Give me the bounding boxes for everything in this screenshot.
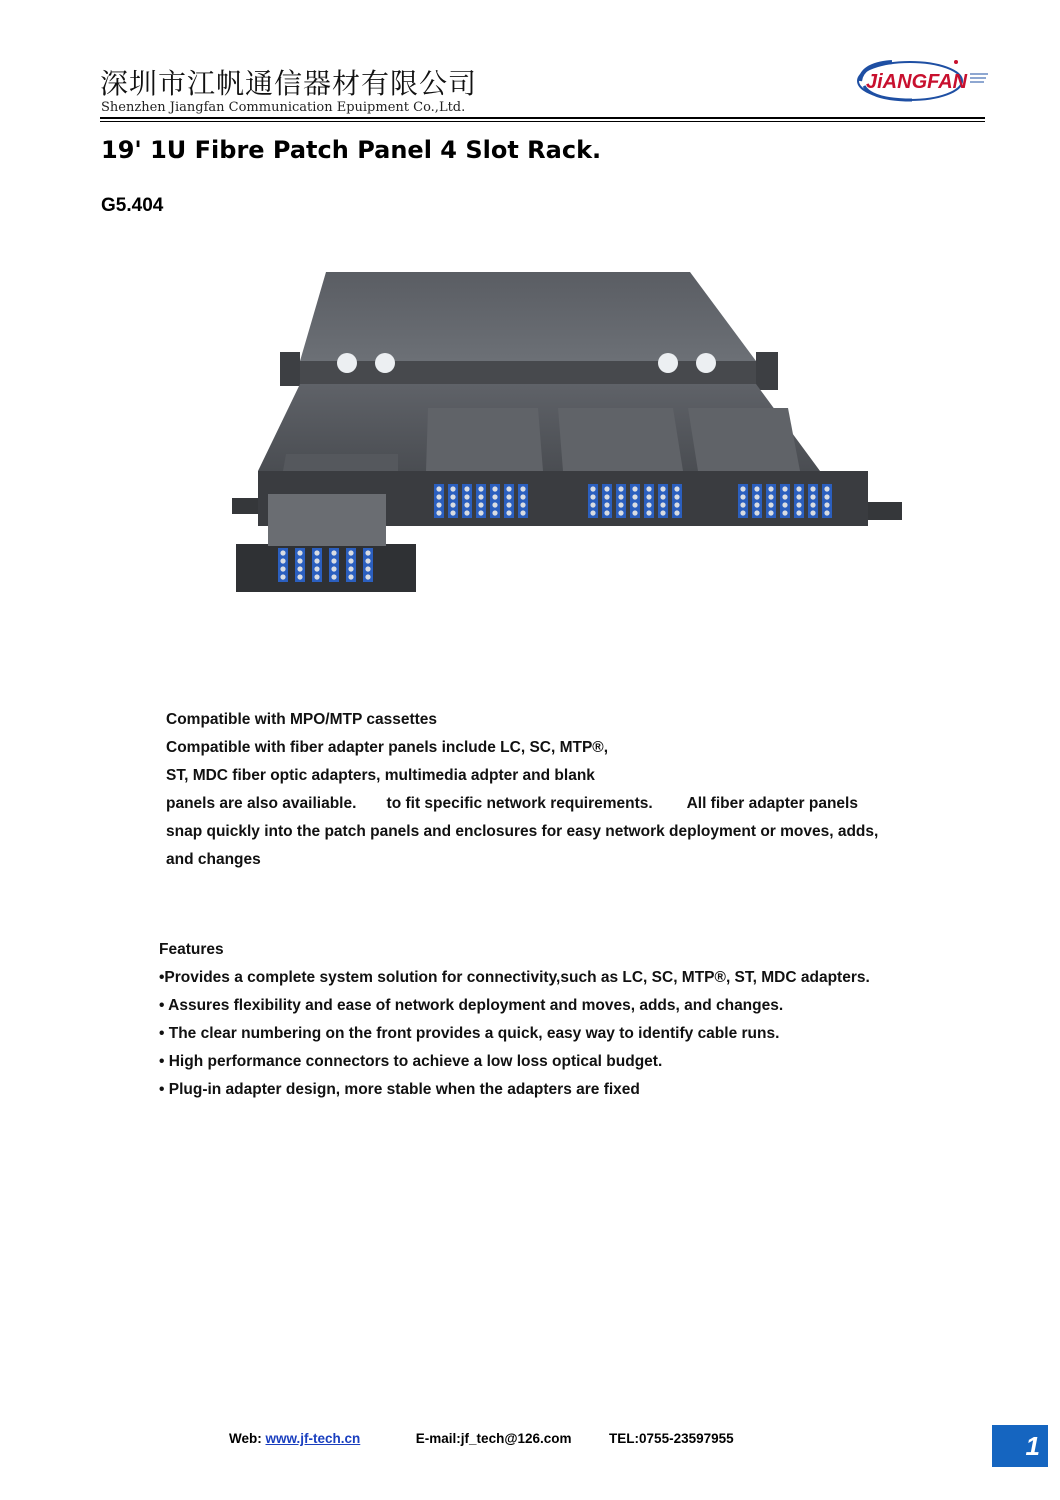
- header-divider: [100, 117, 985, 119]
- adapter-port: [280, 550, 285, 555]
- adapter-port: [754, 502, 759, 507]
- adapter-port: [810, 494, 815, 499]
- adapter-port: [348, 558, 353, 563]
- adapter-port: [464, 502, 469, 507]
- page-number-badge: 1: [992, 1425, 1048, 1467]
- adapter-port: [782, 486, 787, 491]
- logo-text: JiANGFAN: [866, 71, 968, 93]
- description-line: panels are also availiable. to fit specific network requirements. All fiber adapter panels: [166, 795, 858, 812]
- adapter-port: [436, 486, 441, 491]
- adapter-port: [314, 558, 319, 563]
- cassette: [426, 408, 543, 471]
- adapter-port: [660, 510, 665, 515]
- adapter-port: [520, 502, 525, 507]
- adapter-port: [646, 510, 651, 515]
- adapter-port: [782, 494, 787, 499]
- adapter-port: [604, 510, 609, 515]
- adapter-port: [796, 494, 801, 499]
- adapter-port: [674, 494, 679, 499]
- description-line: Compatible with MPO/MTP cassettes: [166, 711, 438, 728]
- adapter-port: [754, 494, 759, 499]
- adapter-port: [796, 486, 801, 491]
- feature-item: • Assures flexibility and ease of network deployment and moves, adds, and changes.: [159, 997, 784, 1014]
- adapter-port: [450, 494, 455, 499]
- adapter-port: [618, 486, 623, 491]
- product-description: [166, 706, 878, 874]
- adapter-port: [450, 486, 455, 491]
- adapter-port: [297, 566, 302, 571]
- cassette: [688, 408, 800, 471]
- adapter-port: [768, 486, 773, 491]
- feature-item: • The clear numbering on the front provides a quick, easy way to identify cable runs.: [159, 1025, 780, 1042]
- adapter-port: [604, 502, 609, 507]
- adapter-port: [492, 494, 497, 499]
- adapter-port: [768, 510, 773, 515]
- rack-ear-right: [756, 352, 778, 390]
- adapter-port: [478, 494, 483, 499]
- description-line: snap quickly into the patch panels and enclosures for easy network deployment or moves, adds,: [166, 823, 879, 840]
- adapter-port: [506, 502, 511, 507]
- adapter-port: [280, 566, 285, 571]
- phone-contact: TEL:0755-23597955: [609, 1431, 734, 1446]
- adapter-port: [297, 550, 302, 555]
- adapter-port: [824, 510, 829, 515]
- adapter-port: [314, 574, 319, 579]
- adapter-port: [478, 486, 483, 491]
- feature-item: • Plug-in adapter design, more stable when the adapters are fixed: [159, 1081, 640, 1098]
- model-number: G5.404: [101, 195, 164, 216]
- adapter-port: [280, 574, 285, 579]
- adapter-port: [646, 502, 651, 507]
- adapter-port: [478, 510, 483, 515]
- adapter-port: [348, 574, 353, 579]
- email-contact: E-mail:jf_tech@126.com: [415, 1431, 572, 1446]
- cable-hole: [696, 353, 716, 373]
- adapter-port: [618, 510, 623, 515]
- adapter-port: [590, 510, 595, 515]
- cable-hole: [337, 353, 357, 373]
- pulled-out-module: [236, 544, 416, 592]
- adapter-port: [646, 486, 651, 491]
- features-heading: Features: [159, 941, 224, 958]
- adapter-port: [331, 566, 336, 571]
- adapter-port: [782, 510, 787, 515]
- adapter-port: [331, 558, 336, 563]
- website-link[interactable]: www.jf-tech.cn: [265, 1431, 361, 1446]
- adapter-port: [796, 510, 801, 515]
- product-photo: [228, 266, 908, 596]
- company-logo: [852, 56, 992, 106]
- features-section: [159, 936, 870, 1104]
- adapter-port: [810, 510, 815, 515]
- adapter-port: [348, 566, 353, 571]
- adapter-port: [604, 486, 609, 491]
- adapter-port: [506, 510, 511, 515]
- adapter-port: [768, 502, 773, 507]
- adapter-port: [464, 486, 469, 491]
- adapter-port: [632, 486, 637, 491]
- description-line: ST, MDC fiber optic adapters, multimedia adpter and blank: [166, 767, 595, 784]
- adapter-port: [824, 486, 829, 491]
- feature-item: • High performance connectors to achieve a low loss optical budget.: [159, 1053, 663, 1070]
- adapter-port: [365, 550, 370, 555]
- adapter-port: [740, 510, 745, 515]
- page-footer: [229, 1431, 734, 1446]
- cable-hole: [375, 353, 395, 373]
- adapter-port: [632, 502, 637, 507]
- feature-item: •Provides a complete system solution for connectivity,such as LC, SC, MTP®, ST, MDC adapters.: [159, 969, 870, 986]
- adapter-port: [674, 486, 679, 491]
- adapter-port: [297, 558, 302, 563]
- adapter-port: [464, 494, 469, 499]
- cassette: [283, 454, 398, 471]
- adapter-port: [450, 502, 455, 507]
- adapter-port: [782, 502, 787, 507]
- adapter-port: [824, 502, 829, 507]
- company-name-english: Shenzhen Jiangfan Communication Epuipment Co.,Ltd.: [101, 100, 466, 115]
- adapter-port: [492, 486, 497, 491]
- adapter-port: [365, 558, 370, 563]
- adapter-port: [740, 486, 745, 491]
- adapter-port: [297, 574, 302, 579]
- adapter-port: [740, 494, 745, 499]
- adapter-port: [506, 486, 511, 491]
- adapter-port: [314, 566, 319, 571]
- header-divider-thin: [100, 121, 985, 122]
- adapter-port: [796, 502, 801, 507]
- adapter-port: [768, 494, 773, 499]
- cassette: [558, 408, 683, 471]
- adapter-port: [660, 494, 665, 499]
- adapter-port: [674, 502, 679, 507]
- adapter-port: [660, 502, 665, 507]
- rack-ear-left: [280, 352, 300, 386]
- adapter-port: [618, 494, 623, 499]
- adapter-port: [754, 486, 759, 491]
- adapter-port: [754, 510, 759, 515]
- adapter-port: [280, 558, 285, 563]
- cable-hole: [658, 353, 678, 373]
- web-label: Web:: [229, 1431, 266, 1446]
- document-title: 19' 1U Fibre Patch Panel 4 Slot Rack.: [101, 136, 602, 164]
- adapter-port: [365, 574, 370, 579]
- adapter-port: [365, 566, 370, 571]
- adapter-port: [824, 494, 829, 499]
- adapter-port: [632, 510, 637, 515]
- adapter-port: [492, 502, 497, 507]
- lc-adapter-array: [434, 484, 832, 518]
- adapter-port: [450, 510, 455, 515]
- adapter-port: [464, 510, 469, 515]
- adapter-port: [314, 550, 319, 555]
- adapter-port: [478, 502, 483, 507]
- adapter-port: [618, 502, 623, 507]
- adapter-port: [604, 494, 609, 499]
- adapter-port: [492, 510, 497, 515]
- adapter-port: [632, 494, 637, 499]
- adapter-port: [436, 510, 441, 515]
- adapter-port: [740, 502, 745, 507]
- adapter-port: [810, 502, 815, 507]
- adapter-port: [506, 494, 511, 499]
- adapter-port: [590, 502, 595, 507]
- adapter-port: [436, 494, 441, 499]
- description-line: Compatible with fiber adapter panels include LC, SC, MTP®,: [166, 739, 609, 756]
- adapter-port: [590, 486, 595, 491]
- adapter-port: [520, 486, 525, 491]
- adapter-port: [810, 486, 815, 491]
- adapter-port: [674, 510, 679, 515]
- adapter-port: [646, 494, 651, 499]
- adapter-port: [520, 510, 525, 515]
- adapter-port: [436, 502, 441, 507]
- adapter-port: [660, 486, 665, 491]
- adapter-port: [520, 494, 525, 499]
- adapter-port: [348, 550, 353, 555]
- adapter-port: [331, 574, 336, 579]
- adapter-port: [331, 550, 336, 555]
- company-name-chinese: 深圳市江帆通信器材有限公司: [100, 67, 478, 100]
- adapter-port: [590, 494, 595, 499]
- description-line: and changes: [166, 851, 261, 868]
